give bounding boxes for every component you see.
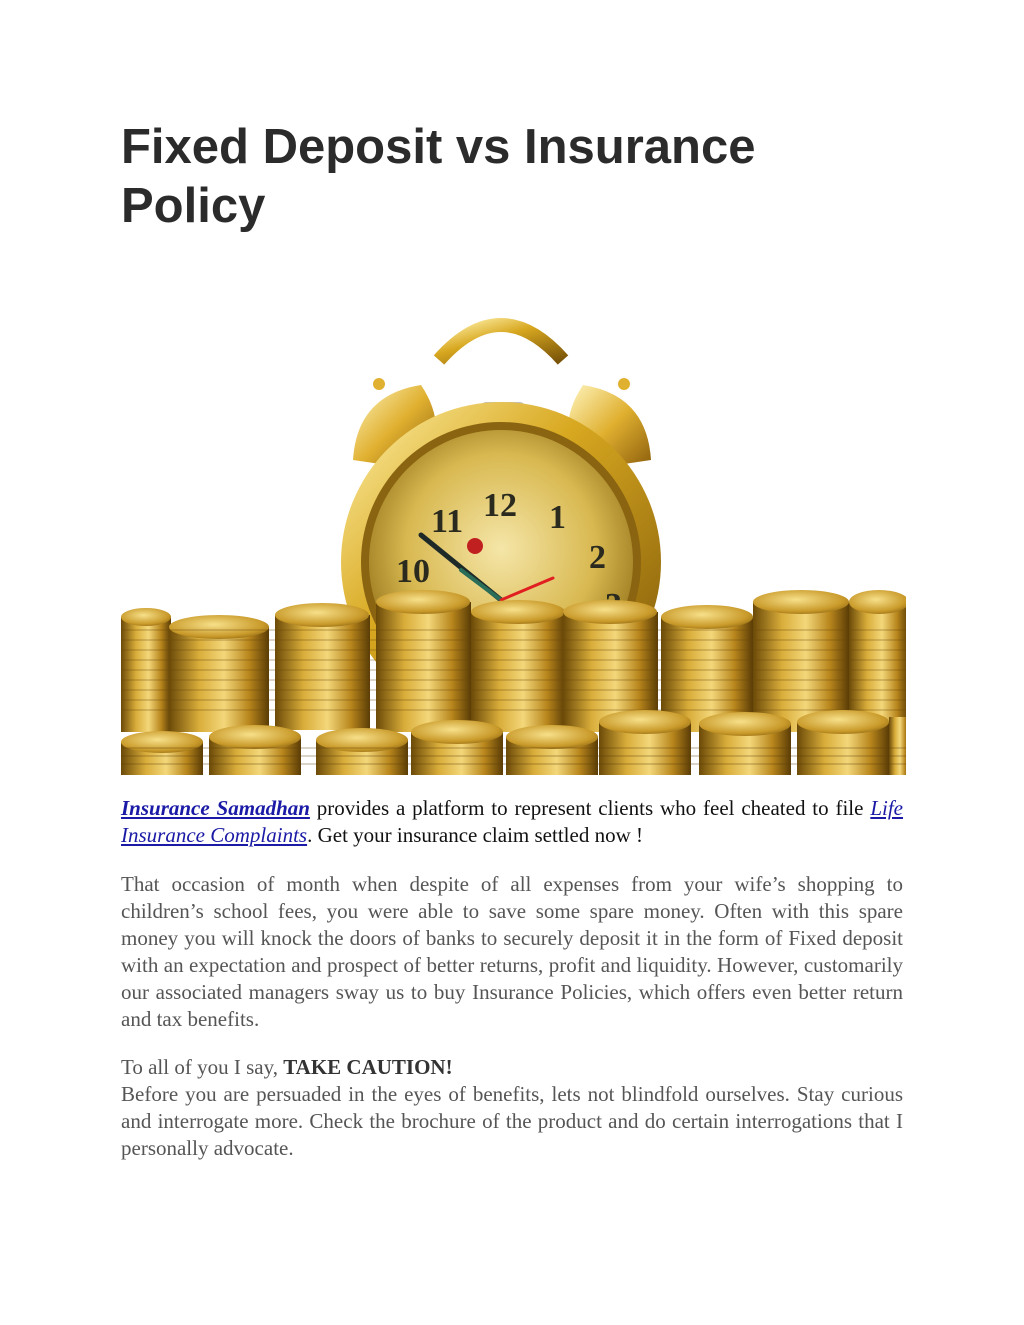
alarm-clock-on-gold-coins-icon (121, 300, 906, 775)
caution-lead: To all of you I say, (121, 1055, 284, 1079)
body-paragraph-2 (121, 1054, 903, 1162)
clock-number-1: 1 (549, 499, 566, 536)
intro-text-1: provides a platform to represent clients who feel cheated to file (309, 796, 871, 820)
clock-number-10: 10 (396, 553, 430, 590)
caution-body: Before you are persuaded in the eyes of benefits, lets not blindfold ourselves. Stay curious and interrogate more. Check the brochure of the product and do certain interrogations that I personally advocate. (121, 1082, 903, 1160)
life-insurance-complaints-link[interactable]: Life Insurance Complaints (121, 796, 903, 847)
clock-number-11: 11 (431, 503, 464, 540)
clock-number-2: 2 (589, 539, 606, 576)
intro-paragraph (121, 795, 903, 849)
hero-image (121, 300, 906, 775)
page-title: Fixed Deposit vs Insurance Policy (121, 120, 756, 233)
clock-number-12: 12 (483, 487, 517, 524)
intro-text-2: . Get your insurance claim settled now ! (307, 823, 643, 847)
take-caution-text: TAKE CAUTION! (283, 1055, 453, 1079)
body-paragraph-1: That occasion of month when despite of all expenses from your wife’s shopping to children’s school fees, you were able to save some spare money. Often with this spare money you will knock the doors of banks to securely deposit it in the form of Fixed deposit with an expectation and prospect of better returns, profit and liquidity. However, customarily our associated managers sway us to buy Insurance Policies, which offers even better return and tax benefits. (121, 872, 903, 1031)
insurance-samadhan-link[interactable]: Insurance Samadhan (121, 796, 310, 820)
